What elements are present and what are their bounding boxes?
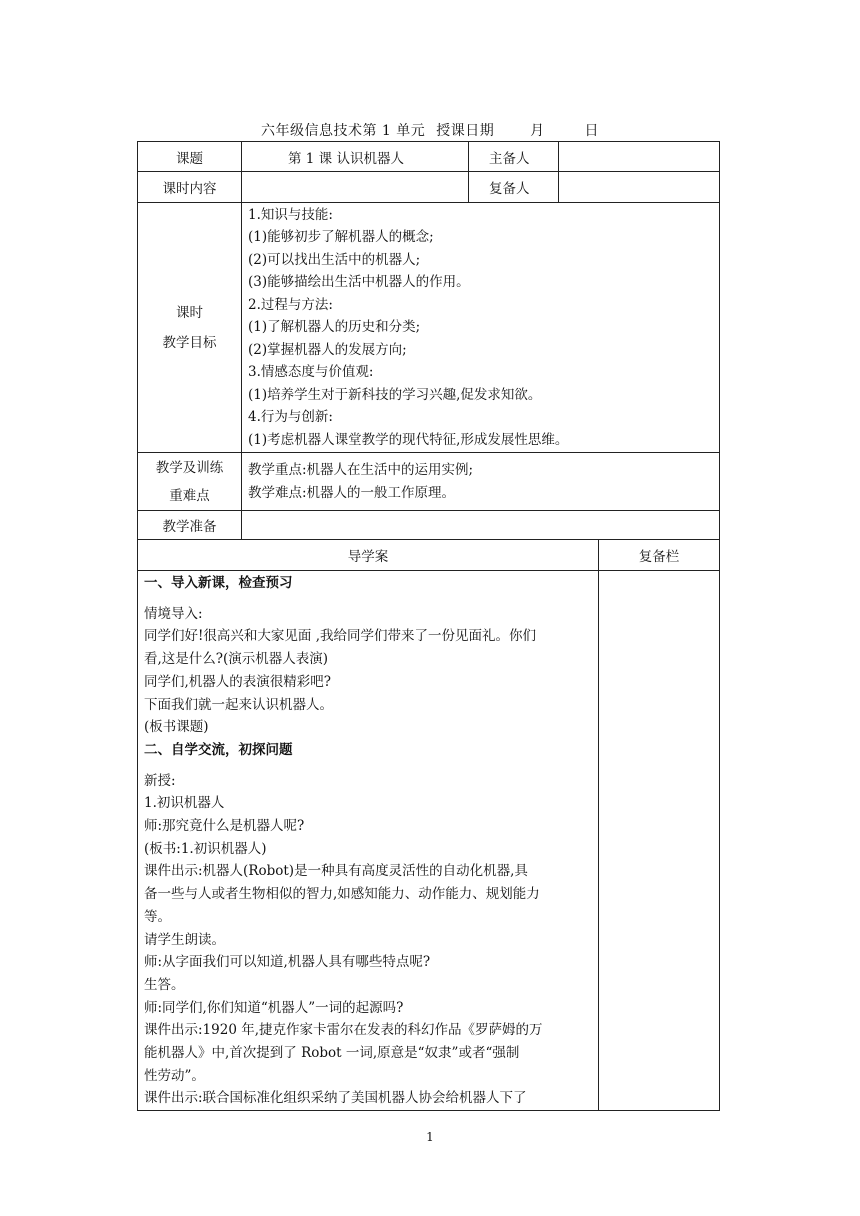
body-line: 看,这是什么?(演示机器人表演) xyxy=(144,651,329,668)
content-label: 课时内容 xyxy=(138,172,242,203)
body-line: 等。 xyxy=(144,908,171,925)
body-line: 同学们,机器人的表演很精彩吧? xyxy=(144,673,332,690)
section2-title: 二、自学交流，初探问题 xyxy=(144,741,293,758)
review-header: 复备栏 xyxy=(599,540,720,571)
body-line: 请学生朗读。 xyxy=(144,931,225,948)
body-line: 备一些与人或者生物相似的智力,如感知能力、动作能力、规划能力 xyxy=(144,886,540,903)
keypoints-label-line2: 重难点 xyxy=(169,487,210,504)
body-line: 新授: xyxy=(144,772,176,789)
body-line: 情境导入: xyxy=(144,605,203,622)
keypoint-line: 教学重点:机器人在生活中的运用实例; xyxy=(248,462,474,478)
body-line: 能机器人》中,首次提到了 Robot 一词,原意是“奴隶”或者“强制 xyxy=(144,1045,520,1062)
prep-label: 教学准备 xyxy=(138,511,242,540)
goal-line: (3)能够描绘出生活中机器人的作用。 xyxy=(248,274,470,291)
prep-value xyxy=(242,511,720,540)
goals-label xyxy=(138,203,242,453)
keypoint-line: 教学难点:机器人的一般工作原理。 xyxy=(248,484,456,501)
guide-table xyxy=(137,539,720,1111)
goal-line: (1)培养学生对于新科技的学习兴趣,促发求知欲。 xyxy=(248,386,542,403)
lead-prep-value xyxy=(559,142,720,172)
lead-prep-label: 主备人 xyxy=(469,142,559,172)
body-line: (板书:1.初识机器人) xyxy=(144,840,267,857)
body-line: 师:从字面我们可以知道,机器人具有哪些特点呢? xyxy=(144,954,431,971)
body-line: 下面我们就一起来认识机器人。 xyxy=(144,696,333,713)
goal-line: (1)了解机器人的历史和分类; xyxy=(248,319,421,336)
body-line: 同学们好!很高兴和大家见面 ,我给同学们带来了一份见面礼。你们 xyxy=(144,628,537,645)
document-title xyxy=(0,120,860,140)
goal-line: (2)可以找出生活中的机器人; xyxy=(248,251,421,268)
body-line: 课件出示:机器人(Robot)是一种具有高度灵活性的自动化机器,具 xyxy=(144,863,528,880)
page-number: 1 xyxy=(426,1130,434,1144)
keypoints-list xyxy=(242,453,720,511)
body-line: 1.初识机器人 xyxy=(144,795,225,812)
topic-value: 第 1 课 认识机器人 xyxy=(242,142,469,172)
topic-label: 课题 xyxy=(138,142,242,172)
goals-label-line2: 教学目标 xyxy=(162,334,217,351)
goal-line: (1)考虑机器人课堂教学的现代特征,形成发展性思维。 xyxy=(248,431,569,448)
body-line: 师:那究竟什么是机器人呢? xyxy=(144,818,305,835)
goals-label-line1: 课时 xyxy=(176,304,203,321)
body-line: 课件出示:联合国标准化组织采纳了美国机器人协会给机器人下了 xyxy=(144,1090,527,1107)
lesson-info-table xyxy=(137,141,720,540)
body-line: 师:同学们,你们知道“机器人”一词的起源吗? xyxy=(144,999,404,1016)
goals-list xyxy=(242,203,720,453)
goal-line: 2.过程与方法: xyxy=(248,296,333,313)
guide-body xyxy=(138,571,599,1111)
section1-title: 一、导入新课，检查预习 xyxy=(144,575,293,591)
date-label: 授课日期 xyxy=(436,123,495,139)
unit-title: 六年级信息技术第 1 单元 xyxy=(260,123,426,139)
co-prep-value xyxy=(559,172,720,203)
day-label: 日 xyxy=(584,123,600,139)
body-line: (板书课题) xyxy=(144,719,209,736)
body-line: 性劳动”。 xyxy=(144,1067,205,1084)
review-column xyxy=(599,571,720,1111)
keypoints-label xyxy=(138,453,242,511)
keypoints-label-line1: 教学及训练 xyxy=(155,459,224,476)
guide-header: 导学案 xyxy=(138,540,599,571)
goal-line: (1)能够初步了解机器人的概念; xyxy=(248,229,434,246)
content-value xyxy=(242,172,469,203)
goal-line: 3.情感态度与价值观: xyxy=(248,364,374,381)
body-line: 课件出示:1920 年,捷克作家卡雷尔在发表的科幻作品《罗萨姆的万 xyxy=(144,1022,543,1039)
goal-line: 4.行为与创新: xyxy=(248,409,333,426)
body-line: 生答。 xyxy=(144,976,185,993)
month-label: 月 xyxy=(530,123,545,139)
goal-line: 1.知识与技能: xyxy=(248,206,333,223)
co-prep-label: 复备人 xyxy=(469,172,559,203)
goal-line: (2)掌握机器人的发展方向; xyxy=(248,341,407,358)
